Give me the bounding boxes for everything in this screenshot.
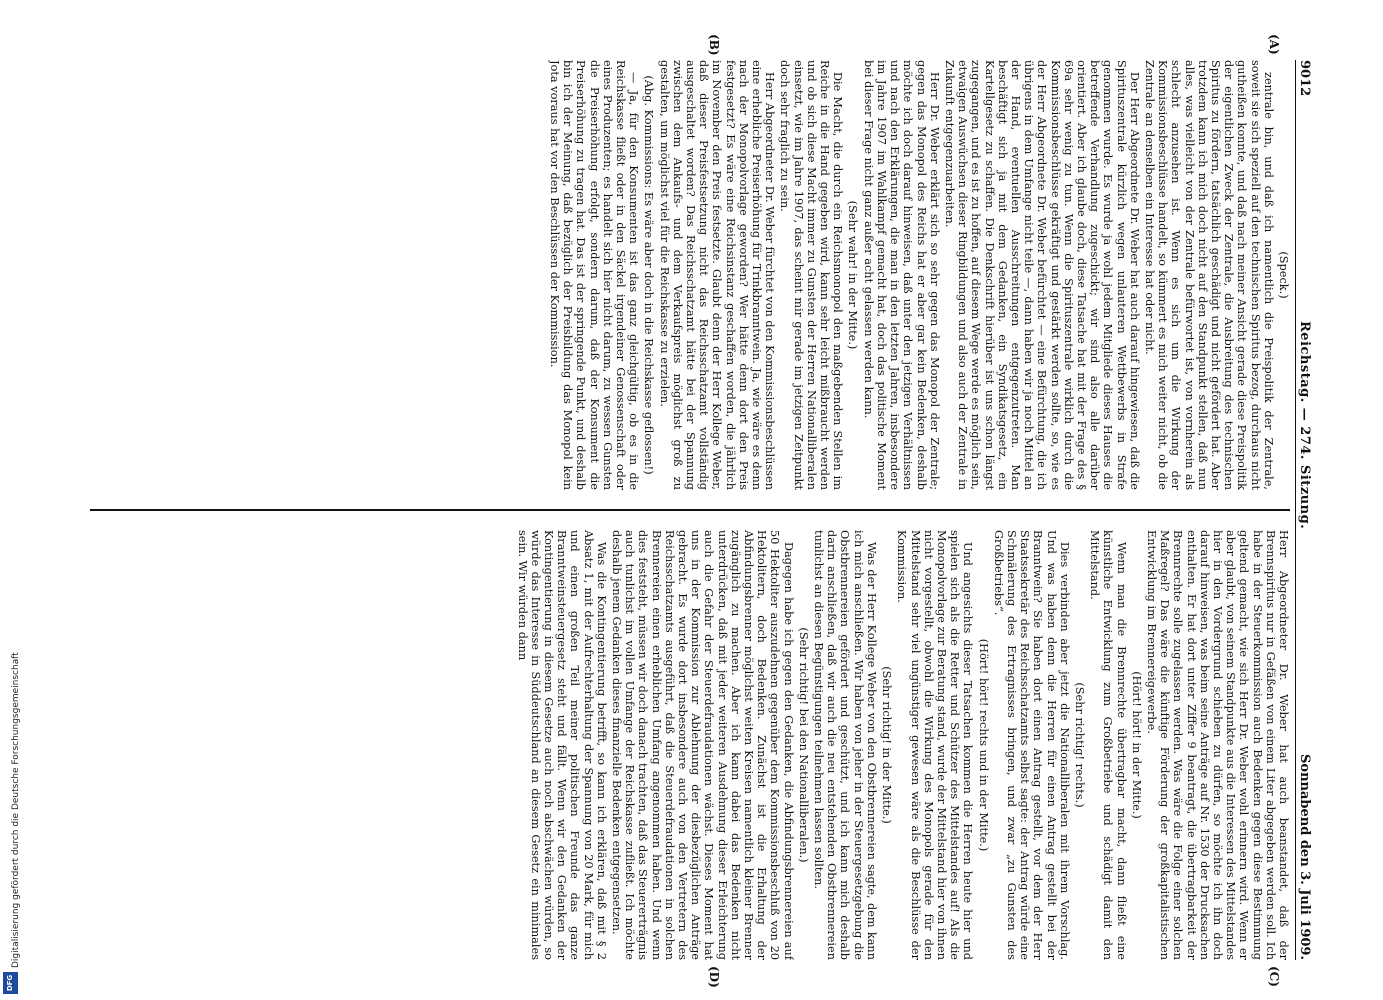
paragraph: zentrale bin, und daß ich namentlich die Preispolitik der Zentrale, soweit sie sich speziell auf den technischen Spiritus bezog, durchaus nicht gutheißen konnte, und daß nach meiner Ansicht gerade diese Preispolitik der eigentlichen Zweck der Zentrale, die Ausbreitung des technischen Spiritus zu fördern, tatsächlich geschädigt und nicht gefördert hat. Aber trotzdem kann ich mich doch nicht auf den Standpunkt stellen, daß nun alles, was vielleicht von der Zentrale befürwortet ist, von vornherein als schlecht anzusehen ist. Wenn es sich um die Wirkung der Kommissionsbeschlüsse handelt, so kümmert es mich weiter nicht, ob die Zentrale an denselben ein Interesse hat oder nicht. [1142, 60, 1275, 490]
paragraph: Wenn man die Brennrechte übertragbar macht, dann fließt eine künstliche Entwicklung zum Großbetriebe und schädigt damit den Mittelstand. [1088, 530, 1128, 960]
paragraph: (Sehr richtig! rechts.) [1072, 682, 1086, 808]
left-column [90, 60, 1290, 490]
paragraph: Der Herr Abgeordnete Dr. Weber hat auch darauf hingewiesen, daß die Spirituszentrale kürzlich wegen unlauteren Wettbewerbs in Strafe genommen wurde. Es wurde ja wohl jedem Mitgliede dieses Hauses die betreffende Verhandlung zugeschickt; wir sind also alle darüber orientiert. Aber ich glaube doch, diese Tatsache hat mit der Frage des § 69a sehr wenig zu tun. Wenn die Spirituszentrale wirklich durch die Kommissionsbeschlüsse gekräftigt und gestärkt werden sollte, so, wie es der Herr Abgeordnete Dr. Weber befürchtet — eine Befürchtung, die ich übrigens in dem Umfange nicht teile —, dann haben wir ja noch Mittel an der Hand, eventuellen Ausschreitungen entgegenzutreten. Man beschäftigt sich ja mit dem Gedanken, ein Syndikatsgesetz, ein Kartellgesetz zu schaffen. Die Denkschrift hierüber ist uns schon längst zugegangen, und es ist zu hoffen, auf diesem Wege werde es möglich sein, etwaigen Auswüchsen dieser Ringbildungen und also auch der Zentrale in Zukunft entgegenzuarbeiten. [942, 60, 1141, 490]
paragraph: (Hört! hört! in der Mitte.) [1129, 671, 1143, 819]
dfg-logo [3, 972, 18, 994]
page-date: Sonnabend den 3. Juli 1909. [1297, 754, 1313, 960]
paragraph: Und angesichts dieser Tatsachen kommen die Herren heute hier und spielen sich als die Retter und Schützer des Mittelstandes auf! Als die Monopolvorlage zur Beratung stand, wurde der Mittelstand hier von ihnen nicht vorgestellt, obwohl die Wirkung des Monopols gerade für den Mittelstand sehr viel ungünstiger gewesen wäre als die Beschlüsse der Kommission. [895, 530, 975, 960]
paragraph: Herr Abgeordneter Dr. Weber fürchtet von den Kommissionsbeschlüssen eine erhebliche Preiserhöhung für Trinkbranntwein. Ja, wie wäre es denn nach der Monopolvorlage geworden? Wer hätte denn dort den Preis festgesetzt? Es wäre eine Reichsinstanz geschaffen worden, die jährlich im November den Preis festsetzte. Glaubt denn der Herr Kollege Weber, daß dieser Preisfestsetzung nicht das Reichsschatzamt vollständig ausgeschaltet worden? Das Reichsschatzamt hätte bei der Spannung zwischen dem Ankaufs- und dem Verkaufspreis möglichst groß zu gestalten, um möglichst viel für die Reichskasse zu erzielen. [657, 60, 777, 490]
paragraph: (Sehr richtig! bei den Nationalliberalen.) [796, 627, 810, 863]
paragraph: (Hört! hört! rechts und in der Mitte.) [976, 638, 990, 852]
paragraph: (Sehr wahr! in der Mitte.) [846, 200, 860, 350]
paragraph: Die Macht, die durch ein Reichsmonopol den maßgebenden Stellen im Reiche in die Hand gegeben wird, kann sehr leicht mißbraucht werden und ob sich diese Macht immer zu Gunsten der Herren Nationalliberalen einsetzt, wie im Jahre 1907, das scheint mir gerade im jetzigen Zeitpunkt doch sehr fraglich zu sein. [778, 60, 845, 490]
margin-marker-a: (A) [1267, 34, 1281, 55]
paragraph: Dagegen habe ich gegen den Gedanken, die Abfindungsbrennereien auf 50 Hektoliter auszudehnen gegenüber dem Kommissionsbeschluß von 20 Hektolitern, doch Bedenken. Zunächst ist die Erhaltung der Abfindungsbrenner möglichst weiten Kreisen namentlich kleiner Brenner zugänglich zu machen. Aber ich kann dabei das Bedenken nicht unterdrücken, daß mit jeder weiteren Ausdehnung dieser Erleichterung auch die Gefahr der Steuerdefraudationen wächst. Dieses Moment hat uns in der Kommission zur Ablehnung der diesbezüglichen Anträge gebracht. Es wurde dort insbesondere auch von den Vertretern des Reichsschatzamts ausgeführt, daß die Steuerdefraudationen in solchen Brennereien einen erheblichen Umfang angenommen haben. Und wenn dies feststeht, müssen wir doch danach trachten, daß das Steuererträgnis auch tunlichst im vollen Umfange der Reichskasse zufließt. Ich möchte deshalb jenem Gedanken dieses finanzielle Bedenken entgegensetzen. [610, 530, 795, 960]
paragraph: (Abg. Kommissions: Es wäre aber doch in die Reichskasse geflossen!) [642, 75, 656, 475]
column-divider [90, 509, 1290, 511]
credit-text: Digitalisierung gefördert durch die Deutsche Forschungsgemeinschaft [11, 652, 21, 968]
paragraph: Was die Kontingentierung betrifft, so kann ich erklären, daß mit § 2 Absatz 1, mit der Aufrechterhaltung der Spannung von 20 Mark, für mich und einen großen Teil meiner politischen Freunde das ganze Branntweinsteuergesetz steht und fällt. Wenn wir den Gedanken der Kontingentierung in diesem Gesetze auch noch abschwächen würden, so würde das Interesse in Süddeutschland an diesem Gesetz ein minimales sein. Wir würden dann [515, 530, 608, 960]
paragraph: Dies verbinden aber jetzt die Nationalliberalen mit ihrem Vorschlag. Und was haben denn die Herren für einen Antrag gestellt bei der Branntwein? Sie haben dort einen Antrag gestellt, vor dem der Herr Staatssekretär des Reichsschatzamts selbst sagte: der Antrag würde eine Schmälerung des Ertragnisses bringen, und zwar „zu Gunsten des Großbetriebs“. [991, 530, 1071, 960]
paragraph: — Ja, für den Konsumenten ist das ganz gleichgültig, ob es in die Reichskasse fließt oder in den Säckel irgendeiner Genossenschaft oder eines Produzenten; es handelt sich hier nicht darum, zu wessen Gunsten die Preiserhöhung erfolgt, sondern darum, daß der Konsument die Preiserhöhung zu tragen hat. Das ist der springende Punkt, und deshalb bin ich der Meinung, daß bezüglich der Preisbildung das Monopol kein Jota voraus hat vor den Beschlüssen der Kommission. [548, 60, 641, 490]
paragraph: Was der Herr Kollege Weber von den Obstbrennereien sagte, dem kann ich mich anschließen. Wir haben von jeher in der Steuergesetzgebung die Obstbrennereien gefördert und geschützt, und ich kann mich deshalb darin anschließen, daß wir auch die neu entstehenden Obstbrennereien tunlichst an diesen Begünstigungen teilnehmen lassen sollten. [812, 530, 878, 960]
digitization-credit [0, 0, 22, 1000]
margin-marker-b: (B) [707, 34, 721, 56]
margin-marker-c: (C) [1267, 966, 1281, 987]
right-column [90, 530, 1290, 960]
paragraph: (Speck.) [1277, 251, 1290, 299]
page-number: 9012 [1297, 60, 1313, 97]
margin-marker-d: (D) [707, 966, 721, 988]
paragraph: Herr Dr. Weber erklärt sich so sehr gegen das Monopol der Zentrale; gegen das Monopol des Reichs hat er aber gar kein Bedenken, deshalb möchte ich doch darauf hinweisen, daß unter den jetzigen Verhältnissen und nach den Erklärungen, die man in den letzten Jahren, insbesondere im Jahre 1907 im Wahlkampf gemacht hat, doch das politische Moment bei dieser Frage nicht ganz außer acht gelassen werden kann. [861, 60, 941, 490]
page-title: Reichstag. — 274. Sitzung. [1297, 321, 1313, 530]
document-page [80, 34, 1320, 988]
paragraph: Herr Abgeordneter Dr. Weber hat auch beanstandet, daß der Brennspiritus nur in Gefäßen von einem Liter abgegeben werden soll. Ich habe in der Steuerkommission auch Bedenken gegen diese Bestimmung geltend gemacht, wie sich Herr Dr. Weber wohl erinnern wird. Wenn er aber glaubt, von seinem Standpunkte aus die Interessen des Mittelstandes hier in den Vordergrund schieben zu dürfen, so möchte ich ihn doch darauf hinweisen, was beim seine Anträge auf Nr. 1530 der Drucksachen enthalten. Er hat dort unter Ziffer 9 beantragt, die übertragbarkeit der Brennrechte solle zugelassen werden. Was wäre die Folge einer solchen Maßregel? Das wäre die künftige Förderung der großkapitalistischen Entwicklung im Brennereigewerbe. [1144, 530, 1290, 960]
dfg-logo-text: DFG [6, 974, 15, 992]
paragraph: (Sehr richtig! in der Mitte.) [880, 666, 894, 824]
page-header [1295, 60, 1320, 960]
